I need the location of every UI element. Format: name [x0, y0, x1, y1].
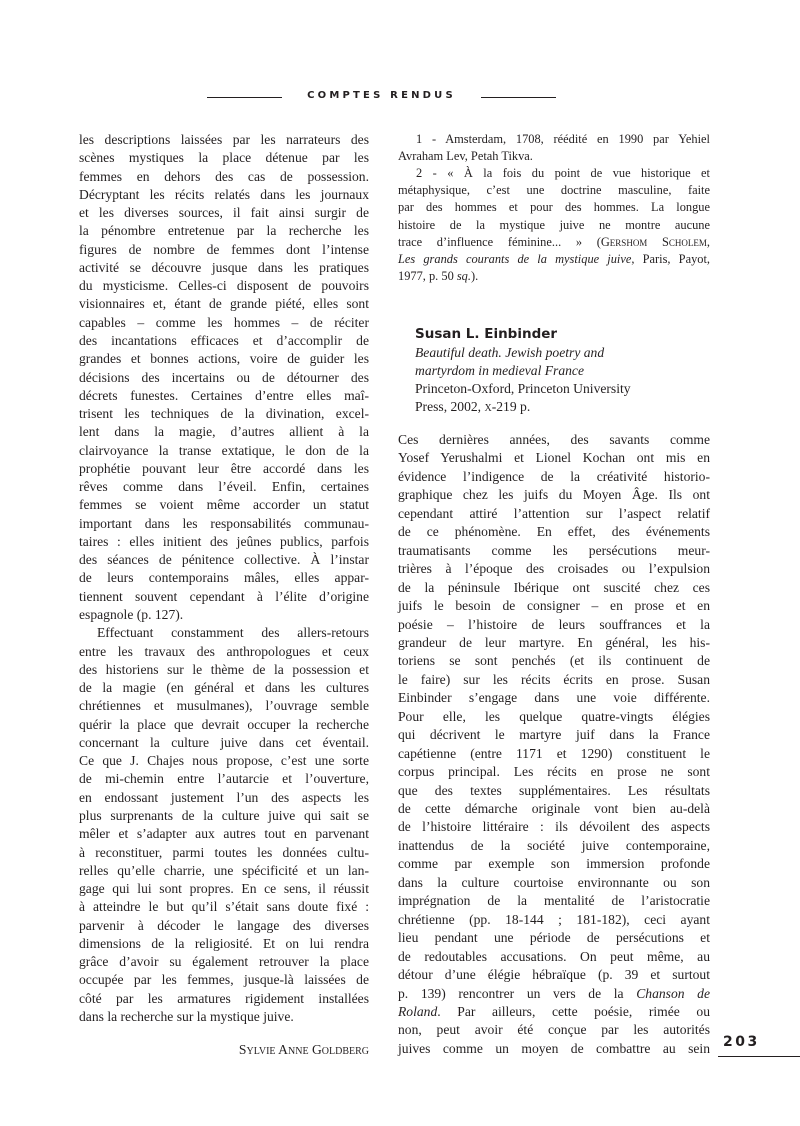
reviewed-book-publisher: Princeton-Oxford, Princeton University — [415, 381, 631, 396]
text-segment: , Paris, Payot, — [631, 251, 710, 266]
text-segment: Chanson de — [636, 985, 710, 1001]
text-line: détour d’une élégie hébraïque (p. 39 et surtout — [398, 967, 710, 983]
text-line: comme par exemple son immersion profonde — [398, 856, 710, 872]
text-line: parvenir à décoder le langage des diverses — [79, 917, 369, 933]
footnote-line: 1 - Amsterdam, 1708, réédité en 1990 par Yehiel — [416, 132, 710, 146]
text-line: imprégnation de la mentalité de l’aristocratie — [398, 893, 710, 909]
footnote-line: histoire de la mystique juive ne montre aucune — [398, 217, 710, 232]
header-rule-left — [207, 97, 282, 98]
text-line: évidence l’indigence de la créativité historio- — [398, 468, 710, 484]
text-line: les descriptions laissées par les narrateurs des — [79, 132, 369, 147]
reviewed-book-title-line-1: Beautiful death. Jewish poetry and — [415, 345, 605, 360]
running-header: COMPTES RENDUS — [307, 90, 456, 101]
footnote-line: Avraham Lev, Petah Tikva. — [398, 149, 533, 164]
text-line: non, peut avoir été conçue par les autorités — [398, 1022, 710, 1038]
text-line: Pour elle, les quelque quatre-vingts élégies — [398, 708, 710, 724]
text-line: à reconstituer, parmi toutes les données cultu- — [79, 844, 369, 860]
text-line: taires : elles initient des jeûnes publics, parfois — [79, 533, 369, 549]
text-line: scènes mystiques la place détenue par les — [79, 150, 369, 166]
text-segment: , — [706, 234, 710, 249]
text-line: dans la culture courtoise environnante ou son — [398, 874, 710, 890]
text-line — [398, 985, 710, 1003]
text-line: de ce phénomène. En effet, des événements — [398, 524, 710, 540]
text-line: côté par les armatures rigidement installées — [79, 990, 369, 1006]
reviewed-book-publication — [415, 398, 530, 416]
text-line: mêler et s’adapter aux autres tout en parvenant — [79, 826, 369, 842]
text-line: trisent les techniques de la divination, excel- — [79, 406, 369, 422]
text-line: important dans les responsabilités communau- — [79, 515, 369, 531]
text-segment: Les grands courants de la mystique juive — [398, 251, 632, 266]
text-line: clairvoyance la transe extatique, le don de la — [79, 442, 369, 458]
footnote-line — [398, 268, 710, 285]
text-line: trières à l’époque des croisades ou l’expulsion — [398, 561, 710, 577]
text-line: que des textes supplémentaires. Les résultats — [398, 782, 710, 798]
text-line: décisions des incertains ou de détourner des — [79, 369, 369, 385]
publication-year: Press, 2002, — [415, 399, 485, 414]
reviewed-book-title-line-2: martyrdom in medieval France — [415, 363, 584, 378]
text-line: de cette démarche originale vont bien au-delà — [398, 801, 710, 816]
text-line: grâce d’avoir su également retrouver la place — [79, 954, 369, 970]
text-line: dimensions de la religiosité. Et on lui rendra — [79, 935, 369, 951]
text-line — [398, 1003, 710, 1021]
page-number: 203 — [723, 1034, 760, 1050]
text-line: tiennent souvent cependant à l’élite d’origine — [79, 588, 369, 604]
text-line: des incantations efficaces et d’accomplir de — [79, 332, 369, 348]
text-line: graphique chez les juifs du Moyen Âge. Ils ont — [398, 487, 710, 503]
text-line: grandes et bonnes actions, voire de guider les — [79, 351, 369, 367]
text-line: occupée par les femmes, jusque-là laissées de — [79, 972, 369, 988]
text-line: grandeur de leur martyre. En général, les his- — [398, 634, 710, 650]
text-line: à atteindre le but qu’il s’était sans doute fixé : — [79, 899, 369, 915]
text-segment: p. 139) rencontrer un vers de la — [398, 985, 637, 1001]
pages-count: -219 p. — [491, 399, 531, 414]
text-line: figures de nombre de femmes dont l’intense — [79, 241, 369, 257]
text-line: chrétienne (pp. 18-144 ; 181-182), ceci ayant — [398, 911, 710, 927]
review-signature: Sylvie Anne Goldberg — [238, 1042, 369, 1057]
text-line: chrétiennes et musulmanes), l’ouvrage semble — [79, 698, 369, 714]
text-line: capables – comme les hommes – de réciter — [79, 314, 369, 330]
text-segment: trace d’influence féminine... » ( — [398, 234, 601, 249]
text-line: Ce que J. Chajes nous propose, c’est une sorte — [79, 753, 369, 769]
text-line: juives comme un moyen de combattre au sein — [398, 1040, 710, 1056]
text-segment: Roland — [398, 1003, 438, 1019]
text-segment: 1977, p. 50 — [398, 268, 457, 283]
text-line: qui décrivent le martyre juif dans la France — [398, 727, 710, 743]
text-line: quérir la place que devrait occuper la recherche — [79, 716, 369, 732]
text-line: de la péninsule Ibérique ont suscité chez ces — [398, 579, 710, 595]
text-line: de redoutables accusations. On peut même, au — [398, 948, 710, 964]
text-segment: sq. — [456, 268, 471, 283]
text-line: concernant la culture juive dans cet éventail. — [79, 734, 369, 750]
text-line: plus surprenants de la culture juive qui sait se — [79, 807, 369, 823]
text-line: inattendus de la société juive contemporaine, — [398, 837, 710, 853]
text-line: Einbinder s’engage dans une voie différente. — [398, 690, 710, 706]
text-line: activité se découvre jusque dans les pratiques — [79, 259, 369, 275]
text-line: lieu pendant une période de persécutions et — [398, 930, 710, 946]
footnote-line — [398, 251, 710, 268]
text-line: des séances de pénitence collective. À l’instar — [79, 552, 369, 568]
pages-roman: x — [484, 399, 492, 414]
text-line: corpus principal. Les récits en prose ne sont — [398, 764, 710, 780]
text-line: le faire) sur les récits écrits en prose. Susan — [398, 671, 710, 687]
text-line: de la magie (en général et dans les cultures — [79, 680, 369, 696]
text-line: Effectuant constamment des allers-retours — [97, 625, 369, 641]
text-line: en endossant justement l’un des aspects les — [79, 789, 369, 805]
text-line: la pénombre entretenue par la recherche les — [79, 223, 369, 239]
text-line: toriens se sont penchés (et ils continuent de — [398, 653, 710, 669]
text-line: dans la recherche sur la mystique juive. — [79, 1008, 294, 1024]
text-line: lent dans la magie, d’autres allient à la — [79, 424, 369, 440]
reviewed-book-author: Susan L. Einbinder — [415, 326, 558, 342]
page-number-rule — [718, 1056, 800, 1057]
text-line: Ces dernières années, des savants comme — [398, 432, 710, 447]
text-segment: Gershom Scholem — [600, 234, 707, 249]
footnote-line — [398, 234, 710, 251]
text-line: entre les travaux des anthropologues et ceux — [79, 643, 369, 659]
footnote-line: par des hommes et pour des hommes. La longue — [398, 200, 710, 215]
text-line: et les diverses sources, il fait ainsi surgir de — [79, 205, 369, 221]
text-line: des historiens sur le thème de la possession et — [79, 661, 369, 677]
text-line: de mi-chemin entre l’autarcie et l’ouverture, — [79, 771, 369, 787]
text-line: capétienne (entre 1171 et 1290) constituent le — [398, 745, 710, 761]
text-line: Yosef Yerushalmi et Lionel Kochan ont mis en — [398, 450, 710, 466]
footnote-line: métaphysique, c’est une doctrine masculine, faite — [398, 183, 710, 198]
text-line: de leurs contemporains mâles, elles appar- — [79, 570, 369, 586]
header-rule-right — [481, 97, 556, 98]
text-line: décrets funestes. Certaines d’entre elles maî- — [79, 387, 369, 403]
text-line: prophétie pouvant leur être accordé dans les — [79, 460, 369, 476]
text-line: poésie – l’histoire de leurs souffrances et la — [398, 616, 710, 632]
text-line: Décryptant les récits relatés dans les journaux — [79, 186, 369, 202]
text-line: cependant attiré l’attention sur l’aspect relatif — [398, 505, 710, 521]
text-line: femmes en dehors des cas de possession. — [79, 168, 369, 184]
text-segment: . Par ailleurs, cette poésie, rimée ou — [437, 1003, 710, 1019]
text-line: espagnole (p. 127). — [79, 607, 184, 623]
text-line: femmes se voient même accorder un statut — [79, 497, 369, 513]
footnote-line: 2 - « À la fois du point de vue historique et — [416, 166, 710, 181]
text-line: de l’histoire littéraire : ils dévoilent des aspects — [398, 819, 710, 835]
text-line: rêves comme dans l’éveil. Enfin, certaines — [79, 479, 369, 495]
text-line: visionnaires et, étant de grande piété, elles sont — [79, 296, 369, 312]
text-line: relles qu’elle charrie, une spécificité et un lan- — [79, 862, 369, 878]
text-line: du mysticisme. Celles-ci disposent de pouvoirs — [79, 278, 369, 294]
text-line: gage qui lui sont propres. En ce sens, il réussit — [79, 881, 369, 897]
text-line: traumatisants comme les persécutions meur- — [398, 542, 710, 558]
text-line: juifs le besoin de consigner – en prose et en — [398, 598, 710, 614]
text-segment: ). — [470, 268, 479, 283]
